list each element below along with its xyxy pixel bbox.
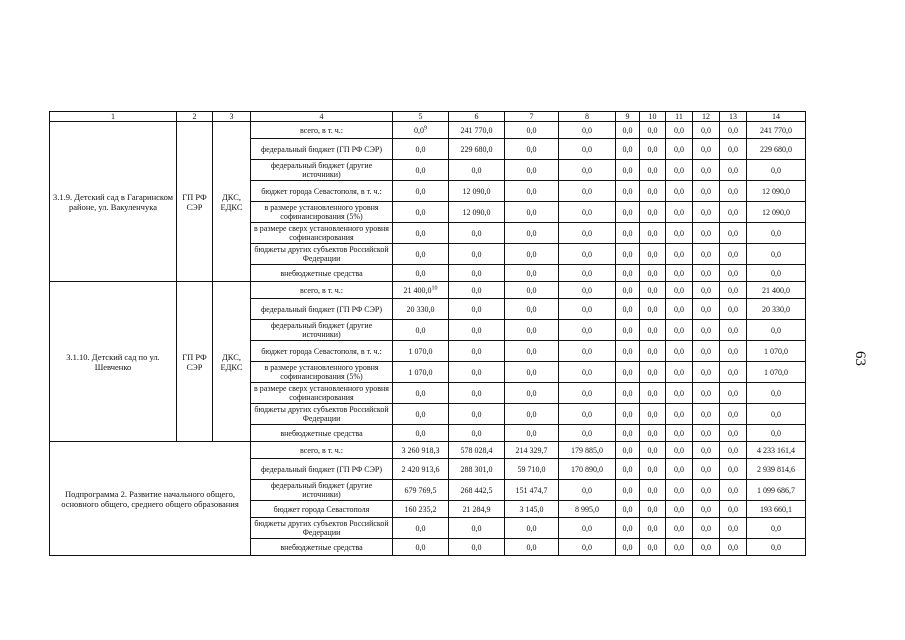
value-cell-9: 0,0: [616, 341, 640, 362]
value-cell-6: 241 770,0: [449, 122, 505, 139]
value-cell-8: 0,0: [559, 404, 616, 425]
value-cell-12: 0,0: [693, 139, 720, 160]
value-cell-5: 0,0: [393, 223, 449, 244]
value-cell-8: 0,0: [559, 244, 616, 265]
value-cell-10: 0,0: [640, 341, 666, 362]
value-cell-14: 0,0: [747, 223, 806, 244]
value-cell-12: 0,0: [693, 202, 720, 223]
value-cell-12: 0,0: [693, 539, 720, 556]
value-cell-6: 0,0: [449, 299, 505, 320]
value-cell-7: 0,0: [505, 341, 559, 362]
value-cell-9: 0,0: [616, 122, 640, 139]
value-cell-12: 0,0: [693, 383, 720, 404]
value-cell-13: 0,0: [720, 459, 747, 480]
funding-source: бюджеты других субъектов Российской Федерации: [251, 518, 393, 539]
value-cell-10: 0,0: [640, 122, 666, 139]
value-cell-9: 0,0: [616, 202, 640, 223]
header-cell-2: 2: [177, 112, 213, 122]
value-cell-13: 0,0: [720, 501, 747, 518]
header-cell-4: 4: [251, 112, 393, 122]
value-cell-9: 0,0: [616, 265, 640, 282]
header-cell-13: 13: [720, 112, 747, 122]
value-cell-5: 0,0: [393, 181, 449, 202]
value-cell-9: 0,0: [616, 223, 640, 244]
value-cell-9: 0,0: [616, 539, 640, 556]
value-cell-10: 0,0: [640, 480, 666, 501]
funding-source: федеральный бюджет (ГП РФ СЭР): [251, 299, 393, 320]
value-cell-6: 578 028,4: [449, 442, 505, 459]
value-cell-11: 0,0: [666, 244, 693, 265]
value-cell-11: 0,0: [666, 299, 693, 320]
value-cell-5: 0,0: [393, 139, 449, 160]
value-cell-11: 0,0: [666, 282, 693, 299]
funding-source: федеральный бюджет (другие источники): [251, 320, 393, 341]
funding-source: федеральный бюджет (другие источники): [251, 160, 393, 181]
value-cell-7: 0,0: [505, 404, 559, 425]
value-cell-13: 0,0: [720, 122, 747, 139]
value-cell-12: 0,0: [693, 480, 720, 501]
value-cell-7: 0,0: [505, 122, 559, 139]
value-cell-14: 241 770,0: [747, 122, 806, 139]
funding-source: всего, в т. ч.:: [251, 282, 393, 299]
funding-source: в размере установленного уровня софинансирования (5%): [251, 202, 393, 223]
value-cell-9: 0,0: [616, 480, 640, 501]
value-cell-12: 0,0: [693, 459, 720, 480]
value-cell-14: 0,0: [747, 383, 806, 404]
value-cell-12: 0,0: [693, 501, 720, 518]
value-cell-11: 0,0: [666, 459, 693, 480]
value-cell-11: 0,0: [666, 383, 693, 404]
value-cell-7: 0,0: [505, 362, 559, 383]
value-cell-5: 0,0: [393, 383, 449, 404]
value-cell-11: 0,0: [666, 265, 693, 282]
value-cell-11: 0,0: [666, 160, 693, 181]
value-cell-11: 0,0: [666, 518, 693, 539]
value-cell-7: 0,0: [505, 244, 559, 265]
header-cell-8: 8: [559, 112, 616, 122]
value-cell-6: 288 301,0: [449, 459, 505, 480]
value-cell-5: 2 420 913,6: [393, 459, 449, 480]
value-cell-13: 0,0: [720, 202, 747, 223]
value-cell-9: 0,0: [616, 383, 640, 404]
value-cell-10: 0,0: [640, 181, 666, 202]
value-cell-6: 12 090,0: [449, 202, 505, 223]
funding-source: внебюджетные средства: [251, 265, 393, 282]
value-cell-13: 0,0: [720, 160, 747, 181]
value-cell-12: 0,0: [693, 425, 720, 442]
value-cell-10: 0,0: [640, 282, 666, 299]
value-cell-7: 0,0: [505, 139, 559, 160]
value-cell-10: 0,0: [640, 244, 666, 265]
section-name: 3.1.10. Детский сад по ул. Шевченко: [50, 282, 177, 442]
value-cell-14: 20 330,0: [747, 299, 806, 320]
value-cell-14: 0,0: [747, 539, 806, 556]
header-cell-5: 5: [393, 112, 449, 122]
program-cell: ГП РФ СЭР: [177, 282, 213, 442]
value-cell-9: 0,0: [616, 362, 640, 383]
value-cell-14: 4 233 161,4: [747, 442, 806, 459]
value-cell-7: 59 710,0: [505, 459, 559, 480]
value-cell-10: 0,0: [640, 539, 666, 556]
value-cell-8: 0,0: [559, 160, 616, 181]
value-cell-7: 0,0: [505, 202, 559, 223]
value-cell-9: 0,0: [616, 299, 640, 320]
value-cell-8: 0,0: [559, 122, 616, 139]
value-cell-11: 0,0: [666, 122, 693, 139]
value-cell-8: 0,0: [559, 425, 616, 442]
value-cell-7: 0,0: [505, 265, 559, 282]
budget-table: [49, 111, 806, 556]
value-cell-13: 0,0: [720, 181, 747, 202]
value-cell-14: 0,0: [747, 265, 806, 282]
value-cell-6: 0,0: [449, 425, 505, 442]
value-cell-12: 0,0: [693, 442, 720, 459]
value-cell-11: 0,0: [666, 181, 693, 202]
value-cell-8: 0,0: [559, 139, 616, 160]
table-row: [50, 122, 806, 139]
value-cell-5: 679 769,5: [393, 480, 449, 501]
value-cell-14: 0,0: [747, 425, 806, 442]
value-cell-10: 0,0: [640, 160, 666, 181]
value-cell-6: 0,0: [449, 404, 505, 425]
value-cell-5: 0,0: [393, 244, 449, 265]
value-cell-9: 0,0: [616, 244, 640, 265]
value-cell-9: 0,0: [616, 160, 640, 181]
table-row: [50, 442, 806, 459]
value-cell-13: 0,0: [720, 265, 747, 282]
value-cell-7: 0,0: [505, 223, 559, 244]
value-cell-7: 0,0: [505, 383, 559, 404]
value-cell-9: 0,0: [616, 320, 640, 341]
funding-source: федеральный бюджет (ГП РФ СЭР): [251, 139, 393, 160]
value-cell-6: 0,0: [449, 223, 505, 244]
value-cell-14: 0,0: [747, 518, 806, 539]
funding-source: федеральный бюджет (ГП РФ СЭР): [251, 459, 393, 480]
value-cell-12: 0,0: [693, 320, 720, 341]
value-cell-8: 0,0: [559, 320, 616, 341]
value-cell-5: 0,0: [393, 320, 449, 341]
value-cell-10: 0,0: [640, 425, 666, 442]
value-cell-11: 0,0: [666, 442, 693, 459]
value-cell-11: 0,0: [666, 425, 693, 442]
value-cell-14: 1 070,0: [747, 341, 806, 362]
header-cell-9: 9: [616, 112, 640, 122]
value-cell-8: 0,0: [559, 362, 616, 383]
value-cell-12: 0,0: [693, 223, 720, 244]
value-cell-13: 0,0: [720, 362, 747, 383]
value-cell-13: 0,0: [720, 442, 747, 459]
value-cell-9: 0,0: [616, 459, 640, 480]
value-cell-9: 0,0: [616, 139, 640, 160]
value-cell-7: 0,0: [505, 282, 559, 299]
value-cell-8: 0,0: [559, 223, 616, 244]
value-cell-13: 0,0: [720, 480, 747, 501]
value-cell-10: 0,0: [640, 518, 666, 539]
value-cell-14: 1 099 686,7: [747, 480, 806, 501]
value-cell-8: 0,0: [559, 383, 616, 404]
value-cell-11: 0,0: [666, 202, 693, 223]
value-cell-5: 0,0: [393, 265, 449, 282]
footnote-marker: 9: [424, 124, 427, 131]
value-cell-7: 3 145,0: [505, 501, 559, 518]
value-cell-13: 0,0: [720, 320, 747, 341]
value-cell-8: 0,0: [559, 341, 616, 362]
value-cell-6: 0,0: [449, 539, 505, 556]
value-cell-5: 160 235,2: [393, 501, 449, 518]
value-cell-13: 0,0: [720, 341, 747, 362]
value-cell-13: 0,0: [720, 404, 747, 425]
funding-source: бюджет города Севастополя, в т. ч.:: [251, 341, 393, 362]
executor-cell: ДКС, ЕДКС: [213, 282, 251, 442]
value-cell-7: 0,0: [505, 518, 559, 539]
value-cell-10: 0,0: [640, 501, 666, 518]
value-cell-14: 2 939 814,6: [747, 459, 806, 480]
value-cell-12: 0,0: [693, 181, 720, 202]
table-row: [50, 282, 806, 299]
value-cell-6: 0,0: [449, 320, 505, 341]
funding-source: бюджеты других субъектов Российской Федерации: [251, 244, 393, 265]
value-cell-11: 0,0: [666, 341, 693, 362]
value-cell-5: 0,0: [393, 425, 449, 442]
value-cell-14: 0,0: [747, 160, 806, 181]
value-cell-12: 0,0: [693, 160, 720, 181]
value-cell-6: 0,0: [449, 341, 505, 362]
header-cell-11: 11: [666, 112, 693, 122]
value-cell-8: 0,0: [559, 265, 616, 282]
value-cell-7: 214 329,7: [505, 442, 559, 459]
header-cell-14: 14: [747, 112, 806, 122]
value-cell-8: 0,0: [559, 282, 616, 299]
value-cell-5: $0,0^9$: [393, 122, 449, 139]
program-cell: ГП РФ СЭР: [177, 122, 213, 282]
value-cell-7: 151 474,7: [505, 480, 559, 501]
value-cell-13: 0,0: [720, 244, 747, 265]
value-cell-5: 0,0: [393, 404, 449, 425]
value-cell-5: 0,0: [393, 518, 449, 539]
value-cell-6: 0,0: [449, 362, 505, 383]
value-cell-13: 0,0: [720, 139, 747, 160]
value-cell-6: 268 442,5: [449, 480, 505, 501]
value-cell-8: 0,0: [559, 181, 616, 202]
value-cell-10: 0,0: [640, 362, 666, 383]
value-cell-11: 0,0: [666, 139, 693, 160]
value-cell-10: 0,0: [640, 320, 666, 341]
value-cell-10: 0,0: [640, 383, 666, 404]
value-cell-8: 0,0: [559, 299, 616, 320]
value-cell-5: 3 260 918,3: [393, 442, 449, 459]
value-cell-11: 0,0: [666, 404, 693, 425]
value-cell-11: 0,0: [666, 539, 693, 556]
value-cell-6: 0,0: [449, 518, 505, 539]
header-cell-12: 12: [693, 112, 720, 122]
value-cell-9: 0,0: [616, 442, 640, 459]
value-cell-6: 12 090,0: [449, 181, 505, 202]
value-cell-5: 20 330,0: [393, 299, 449, 320]
value-cell-7: 0,0: [505, 539, 559, 556]
value-cell-14: 21 400,0: [747, 282, 806, 299]
value-cell-10: 0,0: [640, 202, 666, 223]
value-cell-10: 0,0: [640, 299, 666, 320]
value-cell-5: 1 070,0: [393, 341, 449, 362]
executor-cell: ДКС, ЕДКС: [213, 122, 251, 282]
value-cell-13: 0,0: [720, 223, 747, 244]
value-cell-11: 0,0: [666, 320, 693, 341]
value-cell-9: 0,0: [616, 501, 640, 518]
value-cell-8: 8 995,0: [559, 501, 616, 518]
header-cell-6: 6: [449, 112, 505, 122]
value-cell-7: 0,0: [505, 160, 559, 181]
funding-source: в размере установленного уровня софинансирования (5%): [251, 362, 393, 383]
value-cell-5: 0,0: [393, 539, 449, 556]
value-cell-13: 0,0: [720, 282, 747, 299]
value-cell-11: 0,0: [666, 480, 693, 501]
value-cell-8: 0,0: [559, 480, 616, 501]
funding-source: всего, в т. ч.:: [251, 442, 393, 459]
value-cell-11: 0,0: [666, 223, 693, 244]
value-cell-8: 0,0: [559, 539, 616, 556]
value-cell-13: 0,0: [720, 539, 747, 556]
value-cell-10: 0,0: [640, 265, 666, 282]
value-cell-13: 0,0: [720, 299, 747, 320]
value-cell-6: 21 284,9: [449, 501, 505, 518]
section-name: 3.1.9. Детский сад в Гагаринском районе, ул. Вакуленчука: [50, 122, 177, 282]
value-cell-5: 0,0: [393, 160, 449, 181]
funding-source: внебюджетные средства: [251, 539, 393, 556]
value-cell-8: 179 885,0: [559, 442, 616, 459]
value-cell-12: 0,0: [693, 122, 720, 139]
value-cell-6: 0,0: [449, 383, 505, 404]
value-cell-7: 0,0: [505, 181, 559, 202]
value-cell-8: 0,0: [559, 202, 616, 223]
value-cell-12: 0,0: [693, 265, 720, 282]
value-cell-10: 0,0: [640, 442, 666, 459]
value-cell-8: 0,0: [559, 518, 616, 539]
value-cell-5: 1 070,0: [393, 362, 449, 383]
value-cell-5: 21 400,0$^{10}$: [393, 282, 449, 299]
value-cell-12: 0,0: [693, 299, 720, 320]
value-cell-11: 0,0: [666, 501, 693, 518]
value-cell-9: 0,0: [616, 425, 640, 442]
section-name: Подпрограмма 2. Развитие начального общего, основного общего, среднего общего образования: [50, 442, 251, 556]
value-cell-12: 0,0: [693, 518, 720, 539]
value-cell-9: 0,0: [616, 518, 640, 539]
value-cell-9: 0,0: [616, 282, 640, 299]
value-cell-7: 0,0: [505, 320, 559, 341]
value-cell-6: 229 680,0: [449, 139, 505, 160]
value-cell-13: 0,0: [720, 425, 747, 442]
value-cell-13: 0,0: [720, 518, 747, 539]
value-cell-11: 0,0: [666, 362, 693, 383]
value-cell-6: 0,0: [449, 265, 505, 282]
value-cell-12: 0,0: [693, 404, 720, 425]
value-cell-14: 0,0: [747, 404, 806, 425]
value-cell-13: 0,0: [720, 383, 747, 404]
funding-source: федеральный бюджет (другие источники): [251, 480, 393, 501]
funding-source: бюджет города Севастополя: [251, 501, 393, 518]
value-cell-12: 0,0: [693, 362, 720, 383]
value-cell-14: 0,0: [747, 244, 806, 265]
footnote-marker: 10: [431, 284, 438, 291]
value-cell-6: 0,0: [449, 160, 505, 181]
value-cell-7: 0,0: [505, 299, 559, 320]
value-cell-14: 229 680,0: [747, 139, 806, 160]
funding-source: бюджеты других субъектов Российской Федерации: [251, 404, 393, 425]
value-cell-6: 0,0: [449, 282, 505, 299]
value-cell-9: 0,0: [616, 404, 640, 425]
funding-source: бюджет города Севастополя, в т. ч.:: [251, 181, 393, 202]
funding-source: внебюджетные средства: [251, 425, 393, 442]
value-cell-12: 0,0: [693, 244, 720, 265]
value-cell-14: 1 070,0: [747, 362, 806, 383]
header-row: [50, 112, 806, 122]
page-number: 63: [852, 351, 868, 366]
header-cell-10: 10: [640, 112, 666, 122]
funding-source: в размере сверх установленного уровня софинансирования: [251, 383, 393, 404]
value-cell-9: 0,0: [616, 181, 640, 202]
header-cell-7: 7: [505, 112, 559, 122]
funding-source: всего, в т. ч.:: [251, 122, 393, 139]
value-cell-10: 0,0: [640, 459, 666, 480]
value-cell-6: 0,0: [449, 244, 505, 265]
value-cell-10: 0,0: [640, 139, 666, 160]
value-cell-12: 0,0: [693, 341, 720, 362]
header-cell-1: 1: [50, 112, 177, 122]
value-cell-14: 12 090,0: [747, 202, 806, 223]
value-cell-8: 170 890,0: [559, 459, 616, 480]
value-cell-12: 0,0: [693, 282, 720, 299]
value-cell-14: 12 090,0: [747, 181, 806, 202]
funding-source: в размере сверх установленного уровня софинансирования: [251, 223, 393, 244]
value-cell-10: 0,0: [640, 404, 666, 425]
value-cell-14: 0,0: [747, 320, 806, 341]
value-cell-5: 0,0: [393, 202, 449, 223]
header-cell-3: 3: [213, 112, 251, 122]
value-cell-7: 0,0: [505, 425, 559, 442]
value-cell-10: 0,0: [640, 223, 666, 244]
value-cell-14: 193 660,1: [747, 501, 806, 518]
